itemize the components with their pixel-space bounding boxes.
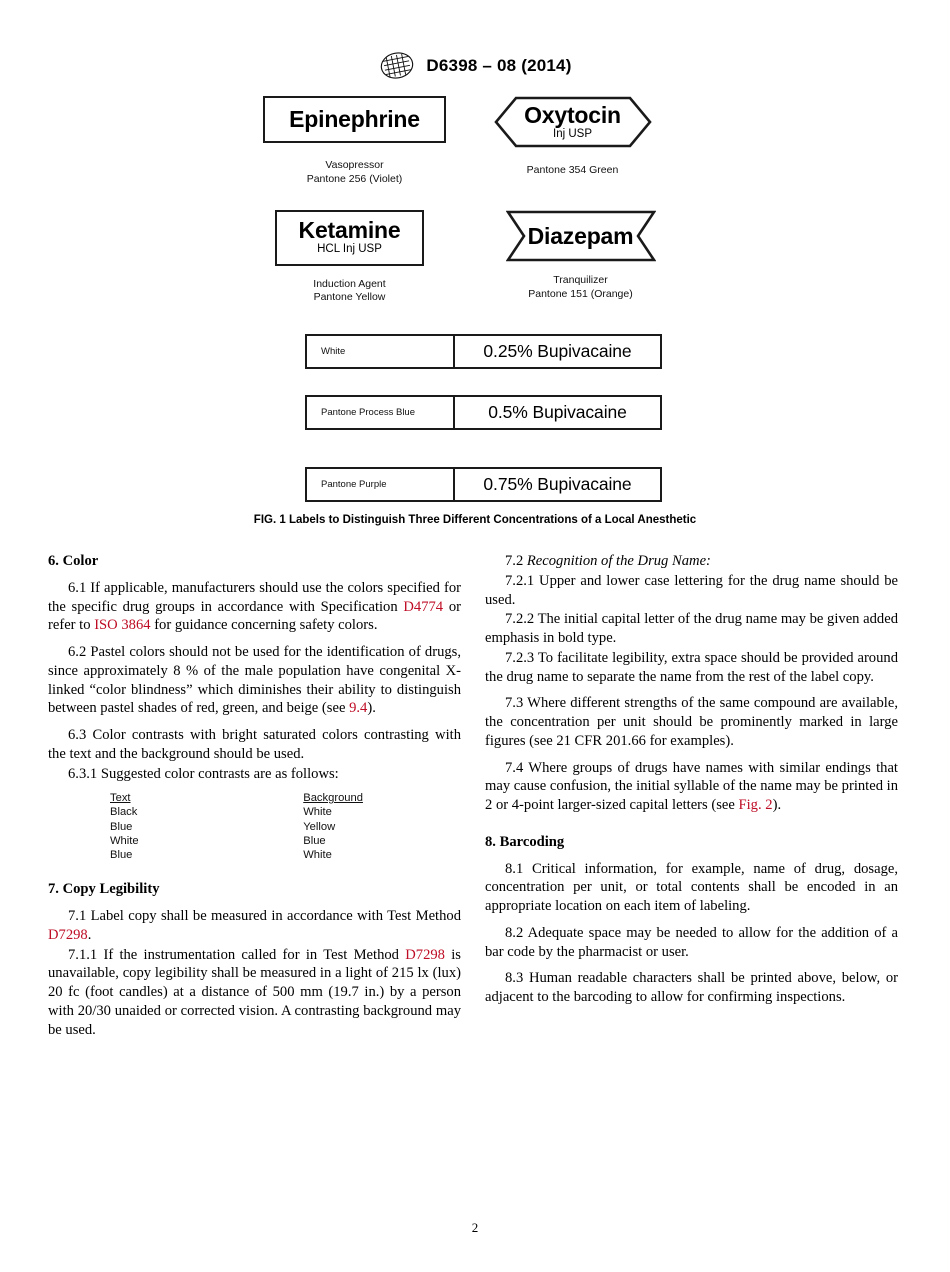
column-header-background	[303, 791, 461, 805]
ketamine-name: Ketamine	[298, 217, 401, 243]
table-row	[110, 834, 461, 848]
paragraph-8-3: 8.3 Human readable characters shall be printed above, below, or adjacent to the barcoding to allow for confirming inspections.	[485, 970, 898, 1005]
paragraph-8-2: 8.2 Adequate space may be needed to allow for the addition of a bar code by the pharmacist or user.	[485, 924, 898, 960]
epinephrine-caption-line1: Vasopressor	[325, 159, 384, 172]
hexagon-shape-icon	[494, 96, 652, 148]
concentration-row	[305, 395, 662, 430]
reference-d4774[interactable]: D4774	[403, 598, 444, 615]
cell-background: White	[303, 806, 332, 819]
p62-text-b: ).	[367, 700, 376, 717]
concentration-color-cell: Pantone Purple	[307, 469, 455, 500]
paragraph-7-1-1	[48, 946, 461, 1040]
oxytocin-caption	[450, 164, 695, 178]
color-contrast-table	[48, 791, 461, 862]
concentration-row	[305, 334, 662, 369]
concentration-value-cell: 0.5% Bupivacaine	[488, 402, 627, 422]
diazepam-caption-line2: Pantone 151 (Orange)	[528, 287, 633, 300]
drug-label-oxytocin	[450, 96, 695, 178]
paragraph-7-2	[485, 552, 898, 571]
drug-label-epinephrine	[232, 96, 477, 187]
paragraph-6-3-1: 6.3.1 Suggested color contrasts are as follows:	[68, 765, 339, 782]
paragraph-7-2-1: 7.2.1 Upper and lower case lettering for the drug name should be used.	[485, 572, 898, 608]
paragraph-8-1: 8.1 Critical information, for example, name of drug, dosage, concentration per unit, or total contents shall be encoded in an appropriate location on each item of labeling.	[485, 860, 898, 914]
diazepam-name: Diazepam	[527, 222, 634, 249]
diazepam-shape-wrap	[458, 210, 703, 262]
column-header-text-label: Text	[110, 792, 131, 805]
page-number: 2	[471, 1220, 479, 1235]
table-row	[110, 805, 461, 819]
ketamine-shape-wrap	[227, 210, 472, 266]
ketamine-subtitle: HCL Inj USP	[317, 243, 382, 256]
paragraph-7-4	[485, 759, 898, 815]
astm-logo-icon	[378, 52, 416, 79]
p61-text-b: or refer to	[48, 598, 461, 634]
cell-background: Blue	[303, 834, 326, 847]
paragraph-7-2-3: 7.2.3 To facilitate legibility, extra space should be provided around the drug name to separate the name from the rest of the label copy.	[485, 649, 898, 685]
p72-italic-heading: Recognition of the Drug Name:	[526, 553, 711, 569]
p711-text-a: 7.1.1 If the instrumentation called for in Test Method	[68, 946, 406, 963]
ketamine-caption-line2: Pantone Yellow	[313, 291, 386, 304]
cell-text: White	[110, 834, 139, 847]
oxytocin-subtitle: Inj USP	[553, 128, 592, 141]
table-row	[110, 848, 461, 862]
cell-background: Yellow	[303, 820, 336, 833]
figure-caption: FIG. 1 Labels to Distinguish Three Different Concentrations of a Local Anesthetic	[253, 514, 697, 526]
table-header-row	[110, 791, 461, 805]
cell-text: Blue	[110, 849, 133, 862]
document-designation: D6398 – 08 (2014)	[426, 55, 572, 75]
reference-d7298-a[interactable]: D7298	[48, 926, 88, 943]
cell-background: White	[303, 849, 332, 862]
reference-9-4[interactable]: 9.4	[349, 700, 368, 717]
column-header-background-label: Background	[303, 792, 363, 805]
figure-1	[0, 96, 950, 526]
epinephrine-caption	[232, 159, 477, 187]
epinephrine-box	[263, 96, 446, 143]
concentration-row	[305, 467, 662, 502]
column-header-text	[110, 791, 303, 805]
section-heading-copy-legibility: 7. Copy Legibility	[48, 881, 160, 898]
diazepam-caption-line1: Tranquilizer	[553, 274, 608, 286]
drug-label-diazepam	[458, 210, 703, 302]
reference-fig-2[interactable]: Fig. 2	[738, 797, 773, 813]
concentration-color-cell: Pantone Process Blue	[307, 397, 455, 428]
diazepam-caption	[458, 274, 703, 302]
cell-text: Black	[110, 806, 138, 819]
body-columns	[0, 552, 950, 1112]
p74-text-b: ).	[772, 797, 782, 813]
paragraph-6-1	[48, 579, 461, 635]
ribbon-shape-icon	[506, 210, 656, 262]
paragraph-6-3: 6.3 Color contrasts with bright saturated colors contrasting with the text and the background should be used.	[48, 727, 461, 762]
cell-text: Blue	[110, 820, 133, 833]
p71-text-b: .	[87, 926, 92, 943]
ketamine-caption	[227, 278, 472, 306]
section-heading-color: 6. Color	[48, 553, 99, 569]
drug-label-ketamine	[227, 210, 472, 305]
table-row	[110, 820, 461, 834]
concentration-value-cell: 0.25% Bupivacaine	[483, 341, 632, 361]
p61-text-a: 6.1 If applicable, manufacturers should use the colors specified for the specific drug groups in accordance with Specification	[48, 579, 461, 615]
paragraph-7-1	[48, 907, 461, 945]
p61-text-c: for guidance concerning safety colors.	[150, 617, 378, 634]
paragraph-6-2	[48, 643, 461, 718]
right-column	[485, 552, 898, 1015]
oxytocin-name: Oxytocin	[524, 101, 621, 128]
ketamine-caption-line1: Induction Agent	[313, 277, 386, 290]
p74-text-a: 7.4 Where groups of drugs have names with similar endings that may cause confusion, the initial syllable of the name may be printed in 2 or 4-point larger-sized capital letters (see	[485, 759, 898, 813]
p711-text-b: is unavailable, copy legibility shall be measured in a light of 215 lx (lux) 20 fc (foot candles) at a distance of 500 mm (19.7 in.) by a person with 20/30 unaided or corrected vision. A contrasting background may be used.	[48, 946, 461, 1038]
p62-text-a: 6.2 Pastel colors should not be used for the identification of drugs, since approximately 8 % of the male population have congenital X-linked “color blindness” which diminishes their ability to distinguish between pastel shades of red, green, and beige (see	[48, 644, 461, 717]
left-column	[48, 552, 461, 1047]
concentration-value-cell: 0.75% Bupivacaine	[483, 474, 632, 494]
reference-d7298-b[interactable]: D7298	[405, 946, 445, 963]
section-heading-barcoding: 8. Barcoding	[485, 833, 565, 850]
ketamine-box	[275, 210, 425, 266]
oxytocin-caption-line1: Pantone 354 Green	[526, 164, 619, 176]
epinephrine-caption-line2: Pantone 256 (Violet)	[306, 173, 403, 186]
p72-number: 7.2	[505, 553, 527, 569]
paragraph-7-2-2: 7.2.2 The initial capital letter of the drug name may be given added emphasis in bold type.	[485, 611, 898, 646]
p71-text-a: 7.1 Label copy shall be measured in accordance with Test Method	[68, 908, 461, 925]
epinephrine-name: Epinephrine	[289, 106, 420, 132]
document-header	[0, 52, 950, 79]
diazepam-box	[506, 210, 656, 262]
drug-label-grid	[0, 96, 950, 306]
oxytocin-shape-wrap	[450, 96, 695, 148]
epinephrine-shape-wrap	[232, 96, 477, 143]
concentration-color-cell: White	[307, 336, 455, 367]
paragraph-7-3: 7.3 Where different strengths of the same compound are available, the concentration per unit should be prominently marked in large figures (see 21 CFR 201.66 for examples).	[485, 695, 898, 749]
oxytocin-box	[494, 96, 652, 148]
reference-iso-3864[interactable]: ISO 3864	[94, 617, 151, 634]
